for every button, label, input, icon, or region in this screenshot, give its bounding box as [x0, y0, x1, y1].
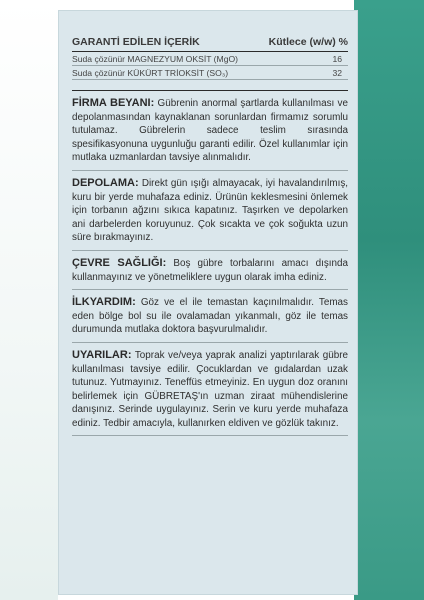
section-heading: DEPOLAMA: — [72, 176, 139, 189]
section-heading: İLKYARDIM: — [72, 296, 136, 309]
section-uyarilar — [72, 343, 348, 437]
row-value: 16 — [332, 54, 342, 64]
section-text: Toprak ve/veya yaprak analizi yaptırılarak gübre kullanılması tavsiye edilir. Çocuklardan ve gıdalardan uzak tutunuz. Yutmayınız. Teneffüs etmeyiniz. En uygun doz oranını belirlemek için GÜBRETAŞ'ın uzman ziraat mühendislerine danışınız. Serinde uygulayınız. Serin ve kuru yerde muhafaza ediniz. Tedbir amacıyla, kullanırken eldiven ve gözlük takınız. — [72, 349, 348, 429]
row-label: Suda çözünür KÜKÜRT TRİOKSİT (SO₃) — [72, 68, 229, 78]
section-text: Göz ve el ile temastan kaçınılmalıdır. Temas eden bölge bol su ile ovalamadan yıkanmalı, göz ile temas durumunda mutlaka doktora başvurulmalıdır. — [72, 297, 348, 336]
row-value: 32 — [332, 68, 342, 78]
label-panel — [58, 10, 358, 595]
section-heading: ÇEVRE SAĞLIĞI: — [72, 256, 167, 269]
section-text: Direkt gün ışığı almayacak, iyi havalandırılmış, kuru bir yerde muhafaza ediniz. Ürünün keklesmesini önlemek için torbanın ağzını sıkıca kapatınız. Taşırken ve depolarken ani darbelerden koruyunuz. Çok sıcakta ve çok soğukta uzun süre bırakmayınız. — [72, 177, 348, 244]
teal-stripe — [354, 0, 424, 600]
left-background — [0, 0, 58, 600]
section-ilkyardim — [72, 290, 348, 343]
table-header-left: GARANTİ EDİLEN İÇERİK — [72, 36, 200, 48]
table-row — [72, 52, 348, 66]
table-header-right: Kütlece (w/w) % — [268, 36, 348, 48]
section-text: Gübrenin anormal şartlarda kullanılması ve depolanmasından kaynaklanan sorunlardan firmamız sorumlu tutulamaz. Gübrelerin sadece teslim sırasında spesifikasyonuna uygunluğu garanti edilir. Özel kullanımlar için mutlaka uzmanlardan tavsiye alınmalıdır. — [72, 98, 348, 164]
section-depolama — [72, 171, 348, 251]
section-text: Boş gübre torbalarını amacı dışında kullanmayınız ve yönetmeliklere uygun olarak imha ediniz. — [72, 257, 348, 283]
section-heading: UYARILAR: — [72, 348, 132, 361]
table-row — [72, 66, 348, 80]
section-heading: FİRMA BEYANI: — [72, 97, 155, 109]
section-cevre-sagligi — [72, 251, 348, 290]
section-firma-beyani — [72, 90, 348, 171]
content-table-header — [72, 36, 348, 52]
row-label: Suda çözünür MAGNEZYUM OKSİT (MgO) — [72, 54, 239, 64]
